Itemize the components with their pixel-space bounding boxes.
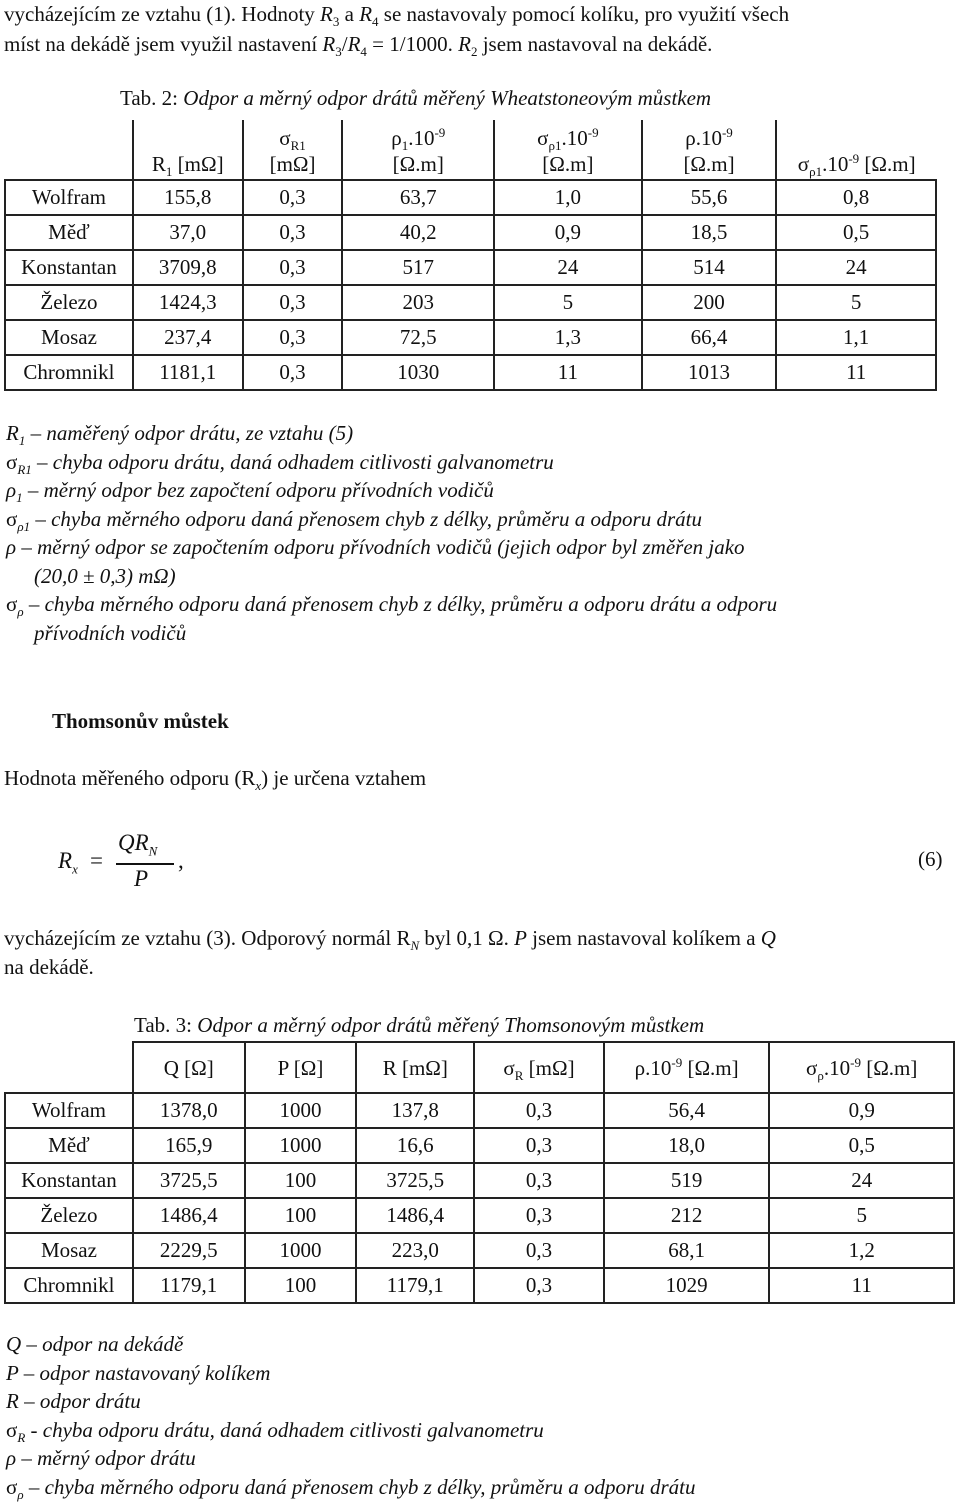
legend-symbol: $\sigma_R$: [6, 1417, 26, 1445]
table-cell: 0,9: [494, 215, 642, 250]
table-cell: 18,5: [642, 215, 777, 250]
table-cell: 16,6: [356, 1128, 474, 1163]
legend-text: – odpor na dekádě: [21, 1332, 184, 1356]
table-cell: 100: [245, 1198, 357, 1233]
table-cell: 11: [776, 355, 936, 390]
legend-symbol: P: [6, 1360, 19, 1385]
table-cell: 0,3: [243, 180, 343, 215]
table-row: [5, 1163, 954, 1198]
table-cell: 0,3: [474, 1268, 604, 1303]
table-cell: 1424,3: [133, 285, 243, 320]
legend-text: – chyba měrného odporu daná přenosem chyb z délky, průměru a odporu drátu: [30, 506, 702, 531]
table-cell: 0,3: [243, 355, 343, 390]
legend-text: – měrný odpor se započtením odporu přívodních vodičů (jejich odpor byl změřen jako: [16, 535, 745, 559]
table-row: [5, 355, 936, 390]
legend-text: – naměřený odpor drátu, ze vztahu (5): [25, 421, 354, 445]
header-cell: $\sigma_R$ [mΩ]: [474, 1042, 604, 1093]
table-cell: 1013: [642, 355, 777, 390]
legend-item: [6, 476, 777, 505]
table-cell: 68,1: [604, 1233, 770, 1268]
table-cell: 40,2: [342, 215, 494, 250]
table-cell: 0,5: [776, 215, 936, 250]
legend-symbol: $\sigma_{R1}$: [6, 449, 32, 477]
header-cell: $R_1$ [mΩ]: [133, 120, 243, 180]
table-cell: 5: [769, 1198, 954, 1233]
table-cell: 37,0: [133, 215, 243, 250]
legend-symbol: $R_1$: [6, 421, 26, 449]
table-cell: 1378,0: [133, 1093, 245, 1128]
table3-header: [5, 1042, 954, 1093]
table-cell: 2229,5: [133, 1233, 245, 1268]
fraction-bar: [116, 863, 174, 865]
table-cell: 100: [245, 1163, 357, 1198]
header-cell: R [mΩ]: [356, 1042, 474, 1093]
intro-text: se nastavovaly pomocí kolíku, pro využití všech: [378, 2, 790, 26]
table-cell: 5: [494, 285, 642, 320]
table-cell: 1029: [604, 1268, 770, 1303]
equation-6: $R_x$ = $QR_N$ P ,: [58, 830, 184, 891]
legend-symbol: R: [6, 1389, 19, 1413]
table-cell: 0,3: [243, 215, 343, 250]
table-row: [5, 180, 936, 215]
table3-caption: Tab. 3: Odpor a měrný odpor drátů měřený Thomsonovým můstkem: [134, 1013, 705, 1037]
table-cell: 0,3: [474, 1163, 604, 1198]
table-cell: 3725,5: [356, 1163, 474, 1198]
table-cell: 0,3: [474, 1128, 604, 1163]
table-cell: 0,9: [769, 1093, 954, 1128]
header-cell: $\sigma_\rho.10^{-9}$ [Ω.m]: [769, 1042, 954, 1093]
table-cell: 1486,4: [356, 1198, 474, 1233]
table-cell: 1486,4: [133, 1198, 245, 1233]
legend-text: – odpor drátu: [18, 1389, 141, 1413]
table-cell: 237,4: [133, 320, 243, 355]
legend-text: - chyba odporu drátu, daná odhadem citlivosti galvanometru: [25, 1417, 544, 1442]
intro-line-2: míst na dekádě jsem využil nastavení $R_3/R_4 = 1/1000$. $R_2$ jsem nastavoval na dekádě.: [4, 32, 713, 60]
table-row: [5, 215, 936, 250]
table-cell: 155,8: [133, 180, 243, 215]
legend-item: [6, 590, 777, 619]
table-cell: 0,3: [474, 1233, 604, 1268]
legend-item: [6, 533, 777, 562]
table3-legend: [6, 1330, 696, 1501]
legend-text: – chyba odporu drátu, daná odhadem citlivosti galvanometru: [31, 449, 554, 474]
table-row: [5, 320, 936, 355]
table-cell: 0,3: [243, 285, 343, 320]
table-cell: 1179,1: [133, 1268, 245, 1303]
legend-text: – odpor nastavovaný kolíkem: [18, 1360, 271, 1385]
header-cell: $\sigma_{R1}$ [mΩ]: [243, 120, 343, 180]
legend-symbol: $\rho_1$: [6, 478, 23, 506]
row-label: Konstantan: [5, 1163, 133, 1198]
row-label: Mosaz: [5, 320, 133, 355]
legend-item: [6, 562, 777, 591]
table2-caption: Tab. 2: Odpor a měrný odpor drátů měřený Wheatstoneovým můstkem: [120, 86, 712, 110]
legend-symbol: Q: [6, 1332, 22, 1356]
row-label: Železo: [5, 1198, 133, 1233]
legend-item: [6, 1473, 696, 1502]
table-row: [5, 1128, 954, 1163]
table-cell: 165,9: [133, 1128, 245, 1163]
table2-legend: [6, 419, 777, 647]
legend-symbol: ρ: [6, 1446, 17, 1470]
header-cell: P [Ω]: [245, 1042, 357, 1093]
table2-header: [5, 120, 936, 180]
table-cell: 3709,8: [133, 250, 243, 285]
row-label: Wolfram: [5, 180, 133, 215]
table-cell: 1030: [342, 355, 494, 390]
table-cell: 24: [494, 250, 642, 285]
table-row: [5, 1233, 954, 1268]
legend-item: [6, 619, 777, 648]
table-cell: 1,3: [494, 320, 642, 355]
legend-symbol: $\sigma_\rho$: [6, 1474, 24, 1502]
row-label: Chromnikl: [5, 355, 133, 390]
section-after-line-2: na dekádě.: [4, 955, 94, 979]
row-label: Měď: [5, 215, 133, 250]
table-cell: 0,3: [474, 1093, 604, 1128]
table2-body: [5, 180, 936, 390]
intro-text: vycházejícím ze vztahu (1). Hodnoty: [4, 2, 321, 26]
legend-item: [6, 448, 777, 477]
equation-label: (6): [918, 847, 943, 871]
table-row: [5, 1093, 954, 1128]
table-cell: 1000: [245, 1093, 357, 1128]
header-cell: $\sigma_{\rho 1}.10^{-9}$ [Ω.m]: [494, 120, 642, 180]
table-cell: 66,4: [642, 320, 777, 355]
row-label: Mosaz: [5, 1233, 133, 1268]
header-cell: [5, 120, 133, 180]
table-row: [5, 250, 936, 285]
table-cell: 24: [769, 1163, 954, 1198]
eq-lhs: R: [58, 848, 73, 873]
table-cell: 1000: [245, 1233, 357, 1268]
legend-symbol: ρ: [6, 535, 17, 559]
header-cell: $\rho_1.10^{-9}$ [Ω.m]: [342, 120, 494, 180]
table-cell: 1,1: [776, 320, 936, 355]
legend-item: [6, 419, 777, 448]
eq-denominator: P: [134, 866, 149, 891]
table-cell: 1181,1: [133, 355, 243, 390]
header-cell: Q [Ω]: [133, 1042, 245, 1093]
legend-item: [6, 1359, 696, 1388]
table-cell: 1179,1: [356, 1268, 474, 1303]
table-cell: 1,2: [769, 1233, 954, 1268]
header-cell: $\sigma_{\rho 1}.10^{-9}$ [Ω.m]: [776, 120, 936, 180]
legend-text: – měrný odpor bez započtení odporu přívodních vodičů: [22, 478, 494, 502]
table-cell: 24: [776, 250, 936, 285]
legend-text: přívodních vodičů: [34, 620, 187, 645]
legend-text: – chyba měrného odporu daná přenosem chyb z délky, průměru a odporu drátu: [23, 1474, 696, 1499]
table-row: [5, 1268, 954, 1303]
table-cell: 0,3: [243, 320, 343, 355]
table-cell: 55,6: [642, 180, 777, 215]
row-label: Měď: [5, 1128, 133, 1163]
table-cell: 1,0: [494, 180, 642, 215]
legend-item: [6, 505, 777, 534]
row-label: Konstantan: [5, 250, 133, 285]
legend-text: – chyba měrného odporu daná přenosem chyb z délky, průměru a odporu drátu a odporu: [23, 592, 778, 616]
header-cell: $\rho.10^{-9}$ [Ω.m]: [642, 120, 777, 180]
table-cell: 56,4: [604, 1093, 770, 1128]
table-cell: 5: [776, 285, 936, 320]
table-cell: 1000: [245, 1128, 357, 1163]
intro-text: míst na dekádě jsem využil nastavení: [4, 32, 323, 56]
table-cell: 0,3: [474, 1198, 604, 1233]
legend-item: [6, 1444, 696, 1473]
legend-text: – měrný odpor drátu: [16, 1446, 196, 1470]
header-cell: $\rho.10^{-9}$ [Ω.m]: [604, 1042, 770, 1093]
table-cell: 223,0: [356, 1233, 474, 1268]
table-cell: 212: [604, 1198, 770, 1233]
intro-line-1: vycházejícím ze vztahu (1). Hodnoty $R_3$ a $R_4$ se nastavovaly pomocí kolíku, pro využití všech: [4, 2, 790, 30]
eq-numerator: QR: [118, 830, 149, 855]
table-cell: 0,3: [243, 250, 343, 285]
table-cell: 200: [642, 285, 777, 320]
table-cell: 517: [342, 250, 494, 285]
table-cell: 0,8: [776, 180, 936, 215]
table-cell: 11: [769, 1268, 954, 1303]
legend-symbol: $\sigma_\rho$: [6, 592, 24, 620]
table-cell: 11: [494, 355, 642, 390]
row-label: Chromnikl: [5, 1268, 133, 1303]
table3: [4, 1041, 955, 1304]
legend-text: (20,0 ± 0,3) mΩ): [34, 563, 176, 588]
table-cell: 18,0: [604, 1128, 770, 1163]
table-cell: 519: [604, 1163, 770, 1198]
table-cell: 203: [342, 285, 494, 320]
table-cell: 0,5: [769, 1128, 954, 1163]
legend-item: [6, 1387, 696, 1416]
intro-text: a: [339, 2, 360, 26]
table-cell: 514: [642, 250, 777, 285]
row-label: Železo: [5, 285, 133, 320]
table-cell: 72,5: [342, 320, 494, 355]
legend-symbol: $\sigma_{\rho 1}$: [6, 506, 31, 534]
table-cell: 100: [245, 1268, 357, 1303]
table-cell: 3725,5: [133, 1163, 245, 1198]
table-cell: 137,8: [356, 1093, 474, 1128]
table-cell: 63,7: [342, 180, 494, 215]
table2: [4, 120, 937, 391]
table-row: [5, 1198, 954, 1233]
intro-text: jsem nastavoval na dekádě.: [477, 32, 713, 56]
table3-body: [5, 1093, 954, 1303]
legend-item: [6, 1330, 696, 1359]
header-cell: [5, 1042, 133, 1093]
section-paragraph: Hodnota měřeného odporu $(R_x)$ je určena vztahem: [4, 766, 427, 794]
section-heading: Thomsonův můstek: [52, 709, 229, 733]
legend-item: [6, 1416, 696, 1445]
section-after-line-1: vycházejícím ze vztahu (3). Odporový normál $R_N$ byl 0,1 Ω. P jsem nastavoval kolíkem a Q: [4, 926, 776, 954]
table-row: [5, 285, 936, 320]
intro-text: = 1/1000.: [366, 32, 459, 56]
row-label: Wolfram: [5, 1093, 133, 1128]
